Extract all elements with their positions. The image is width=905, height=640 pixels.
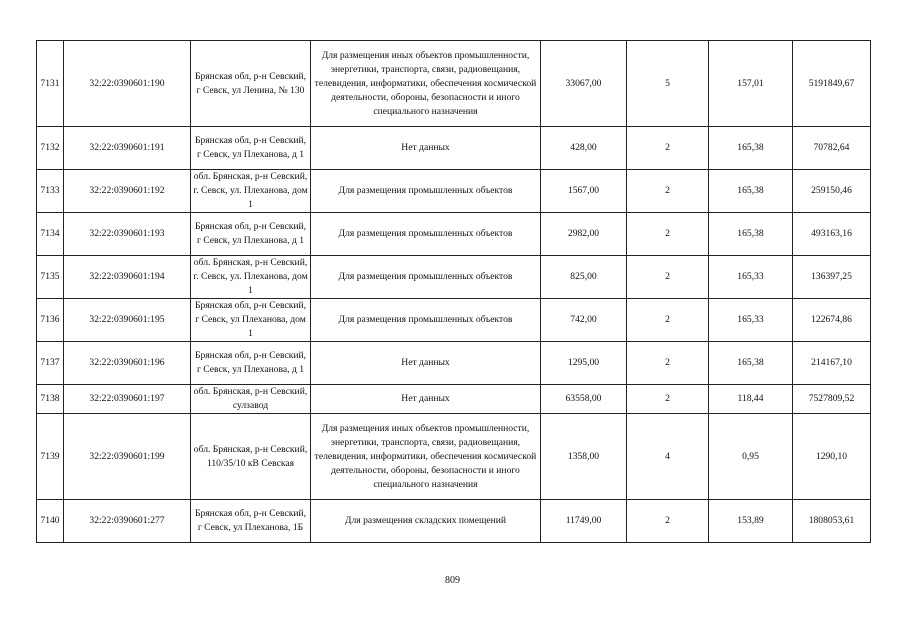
permitted-use-cell: Для размещения промышленных объектов bbox=[311, 299, 541, 342]
area-cell: 11749,00 bbox=[541, 500, 627, 543]
address-cell: обл. Брянская, р-н Севский, г. Севск, ул. Плеханова, дом 1 bbox=[191, 170, 311, 213]
cadastral-value-cell: 259150,46 bbox=[793, 170, 871, 213]
permitted-use-cell: Для размещения складских помещений bbox=[311, 500, 541, 543]
specific-value-cell: 165,38 bbox=[709, 213, 793, 256]
area-cell: 1567,00 bbox=[541, 170, 627, 213]
group-cell: 2 bbox=[627, 256, 709, 299]
specific-value-cell: 165,38 bbox=[709, 170, 793, 213]
land-parcel-table bbox=[36, 40, 871, 543]
address-cell: Брянская обл, р-н Севский, г Севск, ул Плеханова, 1Б bbox=[191, 500, 311, 543]
address-cell: обл. Брянская, р-н Севский, 110/35/10 кВ Севская bbox=[191, 414, 311, 500]
permitted-use-cell: Для размещения промышленных объектов bbox=[311, 213, 541, 256]
specific-value-cell: 0,95 bbox=[709, 414, 793, 500]
address-cell: Брянская обл, р-н Севский, г Севск, ул Плеханова, д 1 bbox=[191, 213, 311, 256]
table-row bbox=[37, 385, 871, 414]
group-cell: 2 bbox=[627, 213, 709, 256]
group-cell: 2 bbox=[627, 299, 709, 342]
permitted-use-cell: Для размещения промышленных объектов bbox=[311, 170, 541, 213]
area-cell: 63558,00 bbox=[541, 385, 627, 414]
cadastral-number-cell: 32:22:0390601:192 bbox=[64, 170, 191, 213]
table-row bbox=[37, 414, 871, 500]
group-cell: 4 bbox=[627, 414, 709, 500]
area-cell: 33067,00 bbox=[541, 41, 627, 127]
row-number-cell: 7139 bbox=[37, 414, 64, 500]
row-number-cell: 7133 bbox=[37, 170, 64, 213]
address-cell: Брянская обл, р-н Севский, г Севск, ул Ленина, № 130 bbox=[191, 41, 311, 127]
row-number-cell: 7136 bbox=[37, 299, 64, 342]
page-number: 809 bbox=[445, 575, 460, 586]
table-row bbox=[37, 299, 871, 342]
cadastral-value-cell: 5191849,67 bbox=[793, 41, 871, 127]
cadastral-value-cell: 70782,64 bbox=[793, 127, 871, 170]
cadastral-value-cell: 493163,16 bbox=[793, 213, 871, 256]
group-cell: 5 bbox=[627, 41, 709, 127]
table-row bbox=[37, 342, 871, 385]
cadastral-number-cell: 32:22:0390601:196 bbox=[64, 342, 191, 385]
table-row bbox=[37, 500, 871, 543]
permitted-use-cell: Нет данных bbox=[311, 127, 541, 170]
group-cell: 2 bbox=[627, 500, 709, 543]
specific-value-cell: 118,44 bbox=[709, 385, 793, 414]
permitted-use-cell: Для размещения иных объектов промышленности, энергетики, транспорта, связи, радиовещания, телевидения, информатики, обеспечения космической деятельности, обороны, безопасности и иного специального назначения bbox=[311, 414, 541, 500]
area-cell: 2982,00 bbox=[541, 213, 627, 256]
cadastral-number-cell: 32:22:0390601:197 bbox=[64, 385, 191, 414]
group-cell: 2 bbox=[627, 385, 709, 414]
table-row bbox=[37, 170, 871, 213]
cadastral-value-cell: 1290,10 bbox=[793, 414, 871, 500]
permitted-use-cell: Для размещения промышленных объектов bbox=[311, 256, 541, 299]
specific-value-cell: 165,38 bbox=[709, 342, 793, 385]
row-number-cell: 7134 bbox=[37, 213, 64, 256]
specific-value-cell: 165,38 bbox=[709, 127, 793, 170]
address-cell: обл. Брянская, р-н Севский, г. Севск, ул. Плеханова, дом 1 bbox=[191, 256, 311, 299]
group-cell: 2 bbox=[627, 342, 709, 385]
area-cell: 1295,00 bbox=[541, 342, 627, 385]
group-cell: 2 bbox=[627, 127, 709, 170]
permitted-use-cell: Нет данных bbox=[311, 385, 541, 414]
area-cell: 428,00 bbox=[541, 127, 627, 170]
row-number-cell: 7138 bbox=[37, 385, 64, 414]
table-row bbox=[37, 41, 871, 127]
area-cell: 1358,00 bbox=[541, 414, 627, 500]
address-cell: Брянская обл, р-н Севский, г Севск, ул Плеханова, дом 1 bbox=[191, 299, 311, 342]
cadastral-value-cell: 122674,86 bbox=[793, 299, 871, 342]
cadastral-number-cell: 32:22:0390601:193 bbox=[64, 213, 191, 256]
address-cell: Брянская обл, р-н Севский, г Севск, ул Плеханова, д 1 bbox=[191, 342, 311, 385]
specific-value-cell: 157,01 bbox=[709, 41, 793, 127]
area-cell: 825,00 bbox=[541, 256, 627, 299]
cadastral-value-cell: 7527809,52 bbox=[793, 385, 871, 414]
area-cell: 742,00 bbox=[541, 299, 627, 342]
cadastral-value-cell: 1808053,61 bbox=[793, 500, 871, 543]
cadastral-number-cell: 32:22:0390601:191 bbox=[64, 127, 191, 170]
cadastral-number-cell: 32:22:0390601:194 bbox=[64, 256, 191, 299]
group-cell: 2 bbox=[627, 170, 709, 213]
specific-value-cell: 165,33 bbox=[709, 256, 793, 299]
cadastral-value-cell: 214167,10 bbox=[793, 342, 871, 385]
row-number-cell: 7137 bbox=[37, 342, 64, 385]
address-cell: обл. Брянская, р-н Севский, сулзавод bbox=[191, 385, 311, 414]
row-number-cell: 7132 bbox=[37, 127, 64, 170]
specific-value-cell: 153,89 bbox=[709, 500, 793, 543]
cadastral-number-cell: 32:22:0390601:190 bbox=[64, 41, 191, 127]
cadastral-value-cell: 136397,25 bbox=[793, 256, 871, 299]
table-row bbox=[37, 213, 871, 256]
row-number-cell: 7140 bbox=[37, 500, 64, 543]
table-row bbox=[37, 127, 871, 170]
table-row bbox=[37, 256, 871, 299]
permitted-use-cell: Нет данных bbox=[311, 342, 541, 385]
cadastral-number-cell: 32:22:0390601:195 bbox=[64, 299, 191, 342]
row-number-cell: 7135 bbox=[37, 256, 64, 299]
row-number-cell: 7131 bbox=[37, 41, 64, 127]
address-cell: Брянская обл, р-н Севский, г Севск, ул Плеханова, д 1 bbox=[191, 127, 311, 170]
specific-value-cell: 165,33 bbox=[709, 299, 793, 342]
permitted-use-cell: Для размещения иных объектов промышленности, энергетики, транспорта, связи, радиовещания, телевидения, информатики, обеспечения космической деятельности, обороны, безопасности и иного специального назначения bbox=[311, 41, 541, 127]
table-body bbox=[37, 41, 871, 543]
cadastral-number-cell: 32:22:0390601:277 bbox=[64, 500, 191, 543]
cadastral-number-cell: 32:22:0390601:199 bbox=[64, 414, 191, 500]
